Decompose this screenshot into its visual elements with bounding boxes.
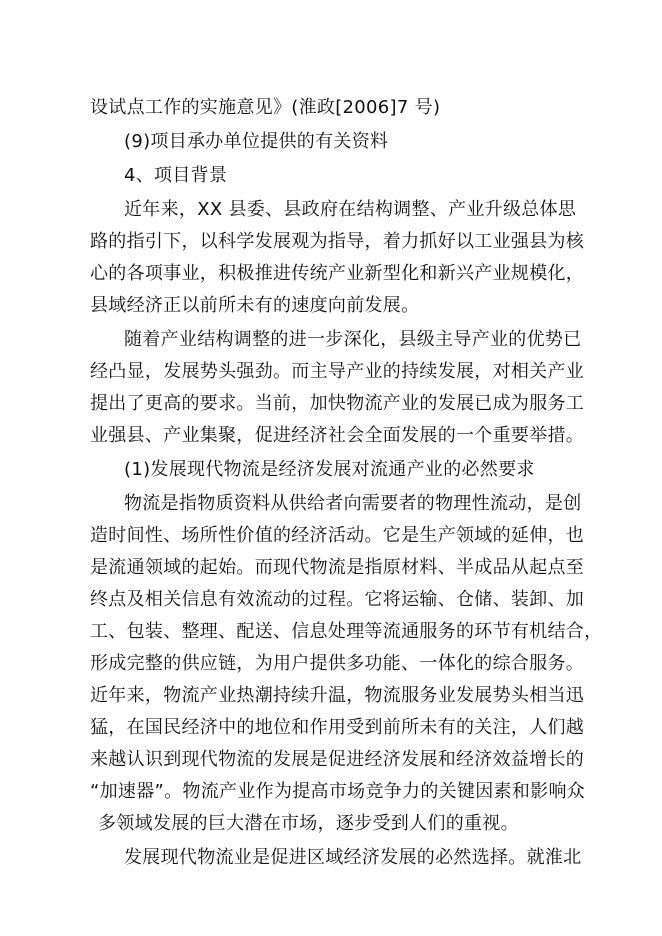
paragraph-1-line-4: 县域经济正以前所未有的速度向前发展。 <box>90 295 420 316</box>
list-item-9: (9)项目承办单位提供的有关资料 <box>124 131 389 152</box>
paragraph-1-line-2: 路的指引下，以科学发展观为指导，着力抓好以工业强县为核 <box>90 231 585 252</box>
subheading-modern-logistics: (1)发展现代物流是经济发展对流通产业的必然要求 <box>124 459 535 480</box>
paragraph-3-line-10: “加速器”。物流产业作为提高市场竞争力的关键因素和影响众 <box>90 781 586 802</box>
section-heading-project-background: 4、项目背景 <box>124 165 228 186</box>
paragraph-3-line-3: 是流通领域的起始。而现代物流是指原材料、半成品从起点至 <box>90 557 585 578</box>
paragraph-2-line-1: 随着产业结构调整的进一步深化，县级主导产业的优势已 <box>124 329 582 350</box>
paragraph-2-line-3: 提出了更高的要求。当前，加快物流产业的发展已成为服务工 <box>90 393 585 414</box>
paragraph-2-line-2: 经凸显，发展势头强劲。而主导产业的持续发展，对相关产业 <box>90 361 585 382</box>
paragraph-3-line-5: 工、包装、整理、配送、信息处理等流通服务的环节有机结合， <box>90 621 603 642</box>
text-line-continuation-opinion-title: 设试点工作的实施意见》(淮政[2006]7 号) <box>90 97 441 118</box>
paragraph-1-line-1: 近年来，XX 县委、县政府在结构调整、产业升级总体思 <box>124 199 577 220</box>
paragraph-3-line-6: 形成完整的供应链，为用户提供多功能、一体化的综合服务。 <box>90 653 585 674</box>
paragraph-4-line-1: 发展现代物流业是促进区域经济发展的必然选择。就淮北 <box>124 847 582 868</box>
paragraph-3-line-1: 物流是指物质资料从供给者向需要者的物理性流动，是创 <box>124 493 582 514</box>
paragraph-3-line-4: 终点及相关信息有效流动的过程。它将运输、仓储、装卸、加 <box>90 589 585 610</box>
paragraph-3-line-11: 多领域发展的巨大潜在市场，逐步受到人们的重视。 <box>98 813 519 834</box>
paragraph-3-line-7: 近年来，物流产业热潮持续升温，物流服务业发展势头相当迅 <box>90 685 585 706</box>
paragraph-2-line-4: 业强县、产业集聚，促进经济社会全面发展的一个重要举措。 <box>90 425 585 446</box>
paragraph-1-line-3: 心的各项事业，积极推进传统产业新型化和新兴产业规模化， <box>90 263 585 284</box>
paragraph-3-line-2: 造时间性、场所性价值的经济活动。它是生产领域的延伸，也 <box>90 525 585 546</box>
paragraph-3-line-9: 来越认识到现代物流的发展是促进经济发展和经济效益增长的 <box>90 749 585 770</box>
paragraph-3-line-8: 猛，在国民经济中的地位和作用受到前所未有的关注，人们越 <box>90 717 585 738</box>
